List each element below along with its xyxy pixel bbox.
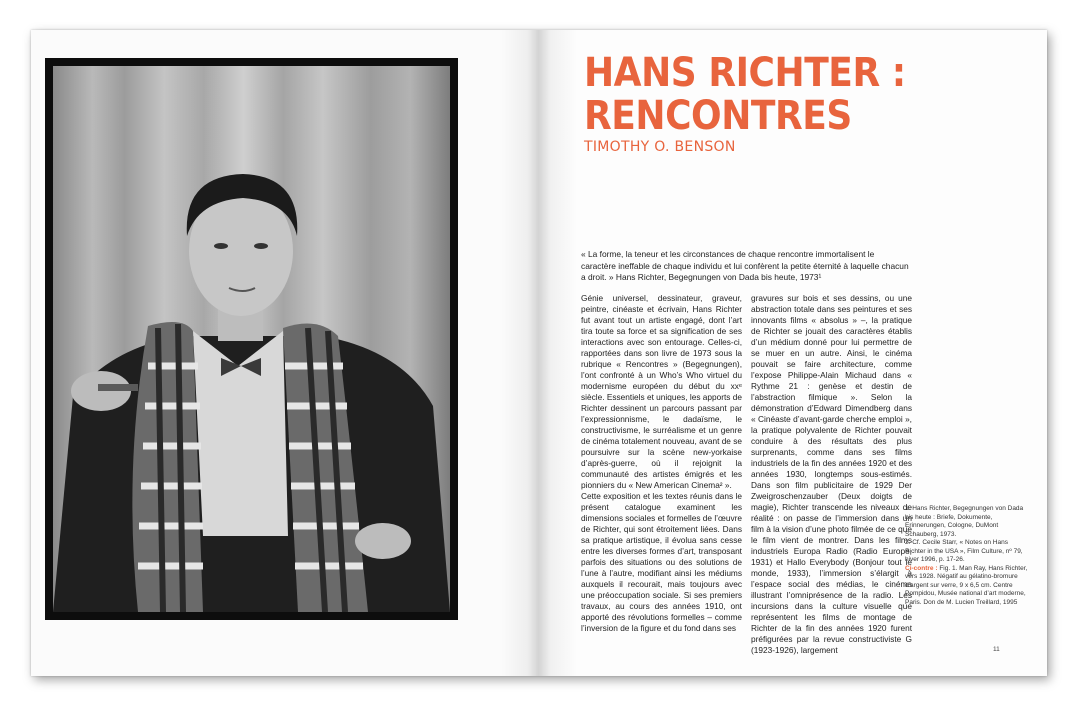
text-column-2 bbox=[751, 293, 912, 656]
author-name: TIMOTHY O. BENSON bbox=[584, 139, 736, 155]
article-title bbox=[584, 52, 906, 138]
page-number: 11 bbox=[993, 646, 1000, 653]
footnote-1: 1. Hans Richter, Begegnungen von Dada bis heute : Briefe, Dokumente, Erinnerungen, Cologne, DuMont Schauberg, 1973. bbox=[905, 505, 1024, 538]
paragraph: Génie universel, dessinateur, graveur, peintre, cinéaste et écrivain, Hans Richter fut avant tout un artiste engagé, dont l’art tira toute sa force et sa signification de ses interactions avec son entourage. Celles-ci, rapportées dans son livre de 1973 sous la rubrique « Rencontres » (Begegnungen), l’ont confronté à un Who’s Who virtuel du modernisme européen du début du xxᵉ siècle. Essentiels et uniques, les apports de Richter dessinent un parcours passant par l’expressionnisme, le dadaïsme, le constructivisme, le surréalisme et un genre de cinéma totalement nouveau, avant de se poursuivre sur la scène new-yorkaise d’après-guerre, où il rejoignit la communauté des artistes émigrés et les pionniers du « New American Cinema² ». bbox=[581, 293, 742, 490]
portrait-photo bbox=[45, 58, 458, 620]
text-column-1 bbox=[581, 293, 742, 634]
paragraph: Cette exposition et les textes réunis dans le présent catalogue examinent les dimensions sociales et formelles de l’œuvre de Richter, qui sont étroitement liées. Dans sa pratique artistique, il évolua sans cesse entre les diverses formes d’art, transposant parfois des situations ou des solutions de l’une à l’autre, modifiant ainsi les médiums auxquels il recourait, mais toujours avec une préoccupation sociale. Si ses premiers travaux, au cours des années 1910, ont apporté des révolutions formelles – comme l’inversion de la figure et du fond dans ses bbox=[581, 491, 742, 633]
title-line-2: RENCONTRES bbox=[584, 93, 852, 139]
paragraph: gravures sur bois et ses dessins, ou une abstraction totale dans ses peintures et ses innovants films « absolus » –, la pratique de Richter se jouait des caractères établis d’un médium donné pour lui permettre de se muer en un autre. Ainsi, le cinéma pouvait se faire architecture, comme l’expose Philippe-Alain Michaud dans « Rythme 21 : genèse et destin de l’abstraction filmique ». Selon la démonstration d’Edward Dimendberg dans « Cinéaste d’avant-garde cherche emploi », la pratique polyvalente de Richter pouvait conduire à des résultats des plus surprenants, comme dans ses films industriels de la fin des années 1920 et des années 1930, longtemps sous-estimés. Dans son film publicitaire de 1929 Der Zweigroschenzauber (Deux doigts de magie), Richter transcende les niveaux de réalité : on passe de l’immersion dans un film à la vision d’une photo filmée de ce que le film vient de montrer. Dans les films industriels Europa Radio (Radio Europe, 1931) et Hallo Everybody (Bonjour tout le monde, 1933), l’immersion s’élargit à l’espace social des médias, le cinéma illustrant l’omniprésence de la radio. Les incursions dans la culture visuelle que représentent les films de montage de Richter de la fin des années 1920 furent préfigurées par la revue constructiviste G (1923-1926), largement bbox=[751, 293, 912, 655]
title-line-1: HANS RICHTER : bbox=[584, 50, 906, 96]
caption-label: Ci-contre : bbox=[905, 564, 938, 572]
footnotes bbox=[905, 505, 1030, 607]
caption-text: Fig. 1. Man Ray, Hans Richter, vers 1928. Négatif au gélatino-bromure d’argent sur verre, 9 x 6,5 cm. Centre Pompidou, Musée national d’art moderne, Paris. Don de M. Lucien Treillard, 1995 bbox=[905, 564, 1028, 606]
footnote-2: 2. Cf. Cecile Starr, « Notes on Hans Richter in the USA », Film Culture, nº 79, hiver 1996, p. 17-26. bbox=[905, 539, 1023, 563]
epigraph-quote: « La forme, la teneur et les circonstances de chaque rencontre immortalisent le caractère ineffable de chaque individu et lui confèrent la petite éternité à laquelle chacun a droit. » Hans Richter, Begegnungen von Dada bis heute, 1973¹ bbox=[581, 249, 909, 283]
photo-caption bbox=[905, 565, 1030, 608]
